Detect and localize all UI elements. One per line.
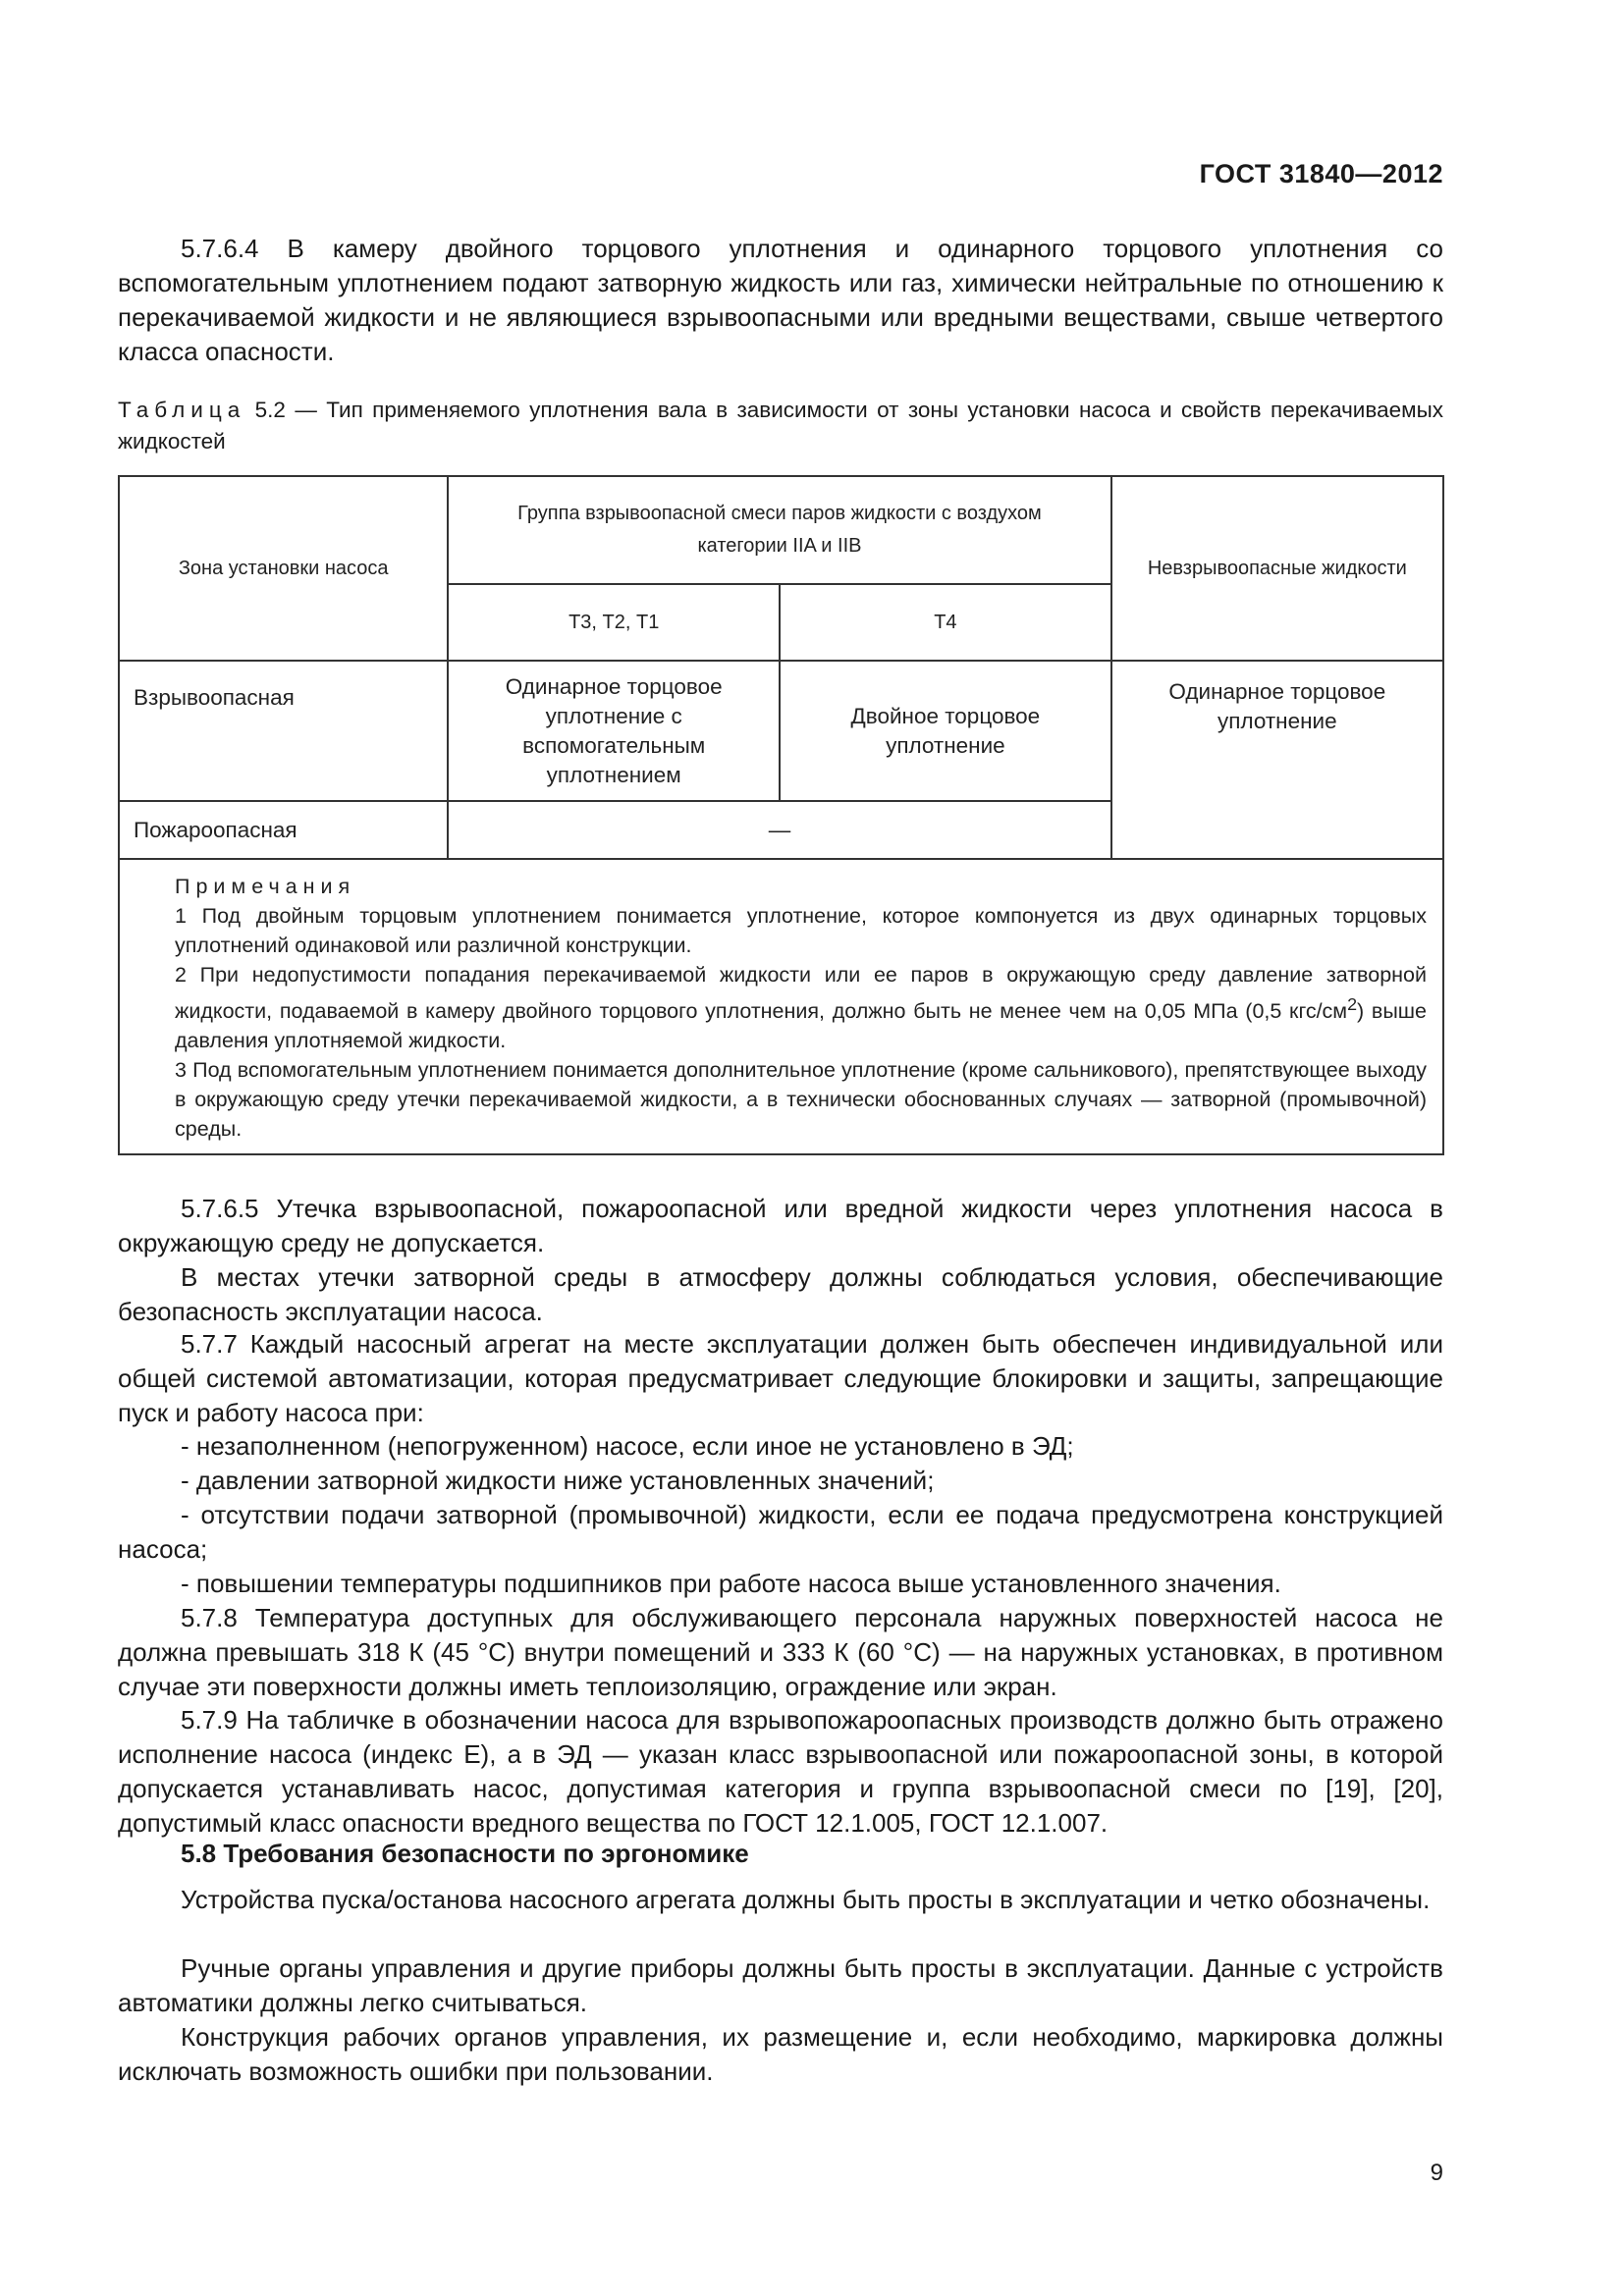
note-2 — [175, 960, 1427, 1055]
bullet-item: - повышении температуры подшипников при работе насоса выше установленного значения. — [181, 1569, 1281, 1598]
row-explosive-nonexplosive: Одинарное торцовое уплотнение — [1111, 661, 1443, 859]
paragraph-5-8-3: Конструкция рабочих органов управления, их размещение и, если необходимо, маркировка должны исключать возможность ошибки при пользовании. — [118, 2022, 1443, 2086]
row-explosive-t3-t2-t1: Одинарное торцовое уплотнение с вспомогательным уплотнением — [448, 661, 780, 801]
note-1: 1 Под двойным торцовым уплотнением понимается уплотнение, которое компонуется из двух одинарных торцовых уплотнений одинаковой или различной конструкции. — [175, 904, 1427, 957]
table-caption-prefix: Таблица — [118, 398, 246, 422]
note-2-text-b: ) выше давления уплотняемой жидкости. — [175, 999, 1427, 1053]
table-caption-text: 5.2 — Тип применяемого уплотнения вала в зависимости от зоны установки насоса и свойств перекачиваемых жидкостей — [118, 398, 1443, 454]
paragraph-5-7-6-4: 5.7.6.4 В камеру двойного торцового уплотнения и одинарного торцового уплотнения со вспомогательным уплотнением подают затворную жидкость или газ, химически нейтральные по отношению к перекачиваемой жидкости и не являющиеся взрывоопасными или вредными веществами, свыше четвертого класса опасности. — [118, 234, 1443, 366]
paragraph-5-8-1: Устройства пуска/останова насосного агрегата должны быть просты в эксплуатации и четко обозначены. — [181, 1885, 1431, 1914]
header-nonexplosive: Невзрывоопасные жидкости — [1111, 476, 1443, 661]
paragraph-leak: В местах утечки затворной среды в атмосферу должны соблюдаться условия, обеспечивающие безопасность эксплуатации насоса. — [118, 1262, 1443, 1326]
notes-title: Примечания — [175, 875, 356, 898]
header-zone: Зона установки насоса — [119, 476, 448, 661]
paragraph-5-7-9: 5.7.9 На табличке в обозначении насоса для взрывопожароопасных производств должно быть отражено исполнение насоса (индекс Е), а в ЭД — указан класс взрывоопасной или пожароопасной зоны, в которой допускается устанавливать насос, допустимая категория и группа взрывоопасной смеси по [19], [20], допустимый класс опасности вредного вещества по ГОСТ 12.1.005, ГОСТ 12.1.007. — [118, 1705, 1443, 1838]
seal-type-table — [118, 475, 1444, 1155]
note-3: 3 Под вспомогательным уплотнением понимается дополнительное уплотнение (кроме сальникового), препятствующее выходу в окружающую среду утечки перекачиваемой жидкости, а в технически обоснованных случаях — затворной (промывочной) среды. — [175, 1058, 1427, 1142]
table-notes — [119, 859, 1443, 1154]
paragraph-5-7-6-5: 5.7.6.5 Утечка взрывоопасной, пожароопасной или вредной жидкости через уплотнения насоса в окружающую среду не допускается. — [118, 1194, 1443, 1257]
row-explosive-t4: Двойное торцовое уплотнение — [780, 661, 1111, 801]
section-5-8-title: 5.8 Требования безопасности по эргономике — [181, 1839, 749, 1868]
row-explosive-zone: Взрывоопасная — [119, 661, 448, 801]
document-code: ГОСТ 31840—2012 — [1199, 159, 1443, 188]
paragraph-5-7-7: 5.7.7 Каждый насосный агрегат на месте эксплуатации должен быть обеспечен индивидуальной или общей системой автоматизации, которая предусматривает следующие блокировки и защиты, запрещающие пуск и работу насоса при: — [118, 1329, 1443, 1427]
header-group: Группа взрывоопасной смеси паров жидкости с воздухом категории IIA и IIB — [448, 476, 1110, 584]
paragraph-5-7-8: 5.7.8 Температура доступных для обслуживающего персонала наружных поверхностей насоса не должна превышать 318 К (45 °С) внутри помещений и 333 К (60 °С) — на наружных установках, в противном случае эти поверхности должны иметь теплоизоляцию, ограждение или экран. — [118, 1603, 1443, 1701]
note-2-superscript: 2 — [1347, 994, 1358, 1014]
bullet-item: - отсутствии подачи затворной (промывочной) жидкости, если ее подача предусмотрена конструкцией насоса; — [118, 1500, 1443, 1564]
row-fire-value: — — [448, 801, 1110, 859]
table-caption — [118, 395, 1443, 457]
header-t3-t2-t1: Т3, Т2, Т1 — [448, 584, 780, 661]
header-t4: Т4 — [780, 584, 1111, 661]
note-2-text-a: 2 При недопустимости попадания перекачиваемой жидкости или ее паров в окружающую среду давление затворной жидкости, подаваемой в камеру двойного торцового уплотнения, должно быть не менее чем на 0,05 МПа (0,5 кгс/см — [175, 963, 1427, 1024]
page-number: 9 — [1430, 2160, 1443, 2186]
row-fire-zone: Пожароопасная — [119, 801, 448, 859]
bullet-item: - незаполненном (непогруженном) насосе, если иное не установлено в ЭД; — [181, 1431, 1074, 1461]
paragraph-5-8-2: Ручные органы управления и другие приборы должны быть просты в эксплуатации. Данные с устройств автоматики должны легко считываться. — [118, 1953, 1443, 2017]
bullet-item: - давлении затворной жидкости ниже установленных значений; — [181, 1466, 935, 1495]
